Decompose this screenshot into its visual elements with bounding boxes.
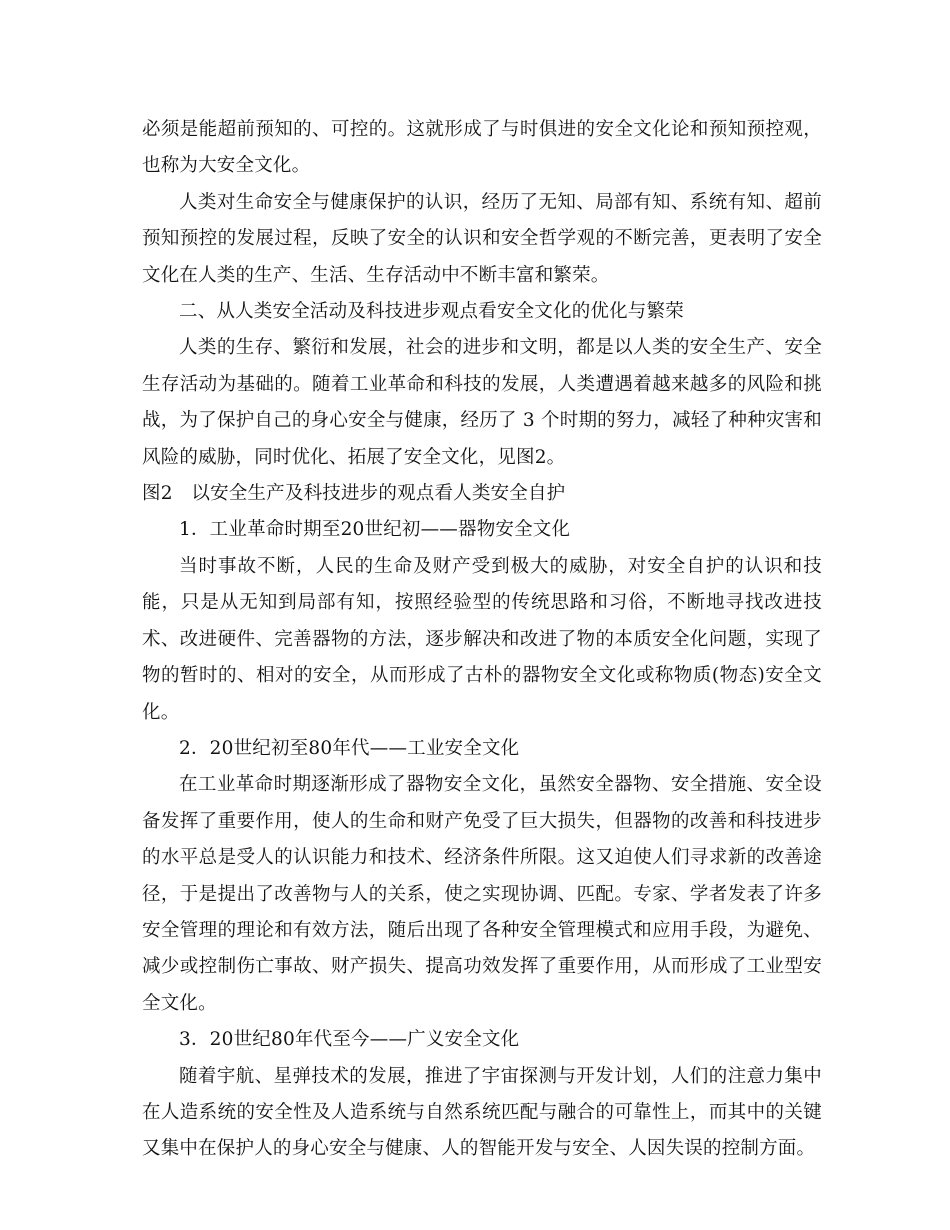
paragraph: 人类的生存、繁衍和发展，社会的进步和文明，都是以人类的安全生产、安全生存活动为基础的。随着工业革命和科技的发展，人类遭遇着越来越多的风险和挑战，为了保护自己的身心安全与健康，经历了 3 个时期的努力，减轻了种种灾害和风险的威胁，同时优化、拓展了安全文化，见图2。 [142,337,822,468]
paragraph: 当时事故不断，人民的生命及财产受到极大的威胁，对安全自护的认识和技能，只是从无知到局部有知，按照经验型的传统思路和习俗，不断地寻找改进技术、改进硬件、完善器物的方法，逐步解决和改进了物的本质安全化问题，实现了物的暂时的、相对的安全，从而形成了古朴的器物安全文化或称物质(物态)安全文化。 [142,555,822,723]
subsection-heading: 2．20世纪初至80年代——工业安全文化 [179,737,520,759]
figure-caption: 图2 以安全生产及科技进步的观点看人类安全自护 [142,483,566,505]
paragraph-continued: 必须是能超前预知的、可控的。这就形成了与时俱进的安全文化论和预知预控观，也称为大安全文化。 [142,119,822,177]
paragraph: 随着宇航、星弹技术的发展，推进了宇宙探测与开发计划，人们的注意力集中在人造系统的安全性及人造系统与自然系统匹配与融合的可靠性上，而其中的关键又集中在保护人的身心安全与健康、人的智能开发与安全、人因失误的控制方面。 [142,1065,822,1160]
section-heading: 二、从人类安全活动及科技进步观点看安全文化的优化与繁荣 [179,301,684,323]
paragraph: 人类对生命安全与健康保护的认识，经历了无知、局部有知、系统有知、超前预知预控的发展过程，反映了安全的认识和安全哲学观的不断完善，更表明了安全文化在人类的生产、生活、生存活动中不断丰富和繁荣。 [142,191,822,286]
subsection-heading: 1．工业革命时期至20世纪初——器物安全文化 [179,519,571,541]
paragraph: 在工业革命时期逐渐形成了器物安全文化，虽然安全器物、安全措施、安全设备发挥了重要作用，使人的生命和财产免受了巨大损失，但器物的改善和科技进步的水平总是受人的认识能力和技术、经济条件所限。这又迫使人们寻求新的改善途径，于是提出了改善物与人的关系，使之实现协调、匹配。专家、学者发表了许多安全管理的理论和有效方法，随后出现了各种安全管理模式和应用手段，为避免、减少或控制伤亡事故、财产损失、提高功效发挥了重要作用，从而形成了工业型安全文化。 [142,774,822,1014]
document-body [142,112,822,1168]
subsection-heading: 3．20世纪80年代至今——广义安全文化 [179,1029,520,1051]
